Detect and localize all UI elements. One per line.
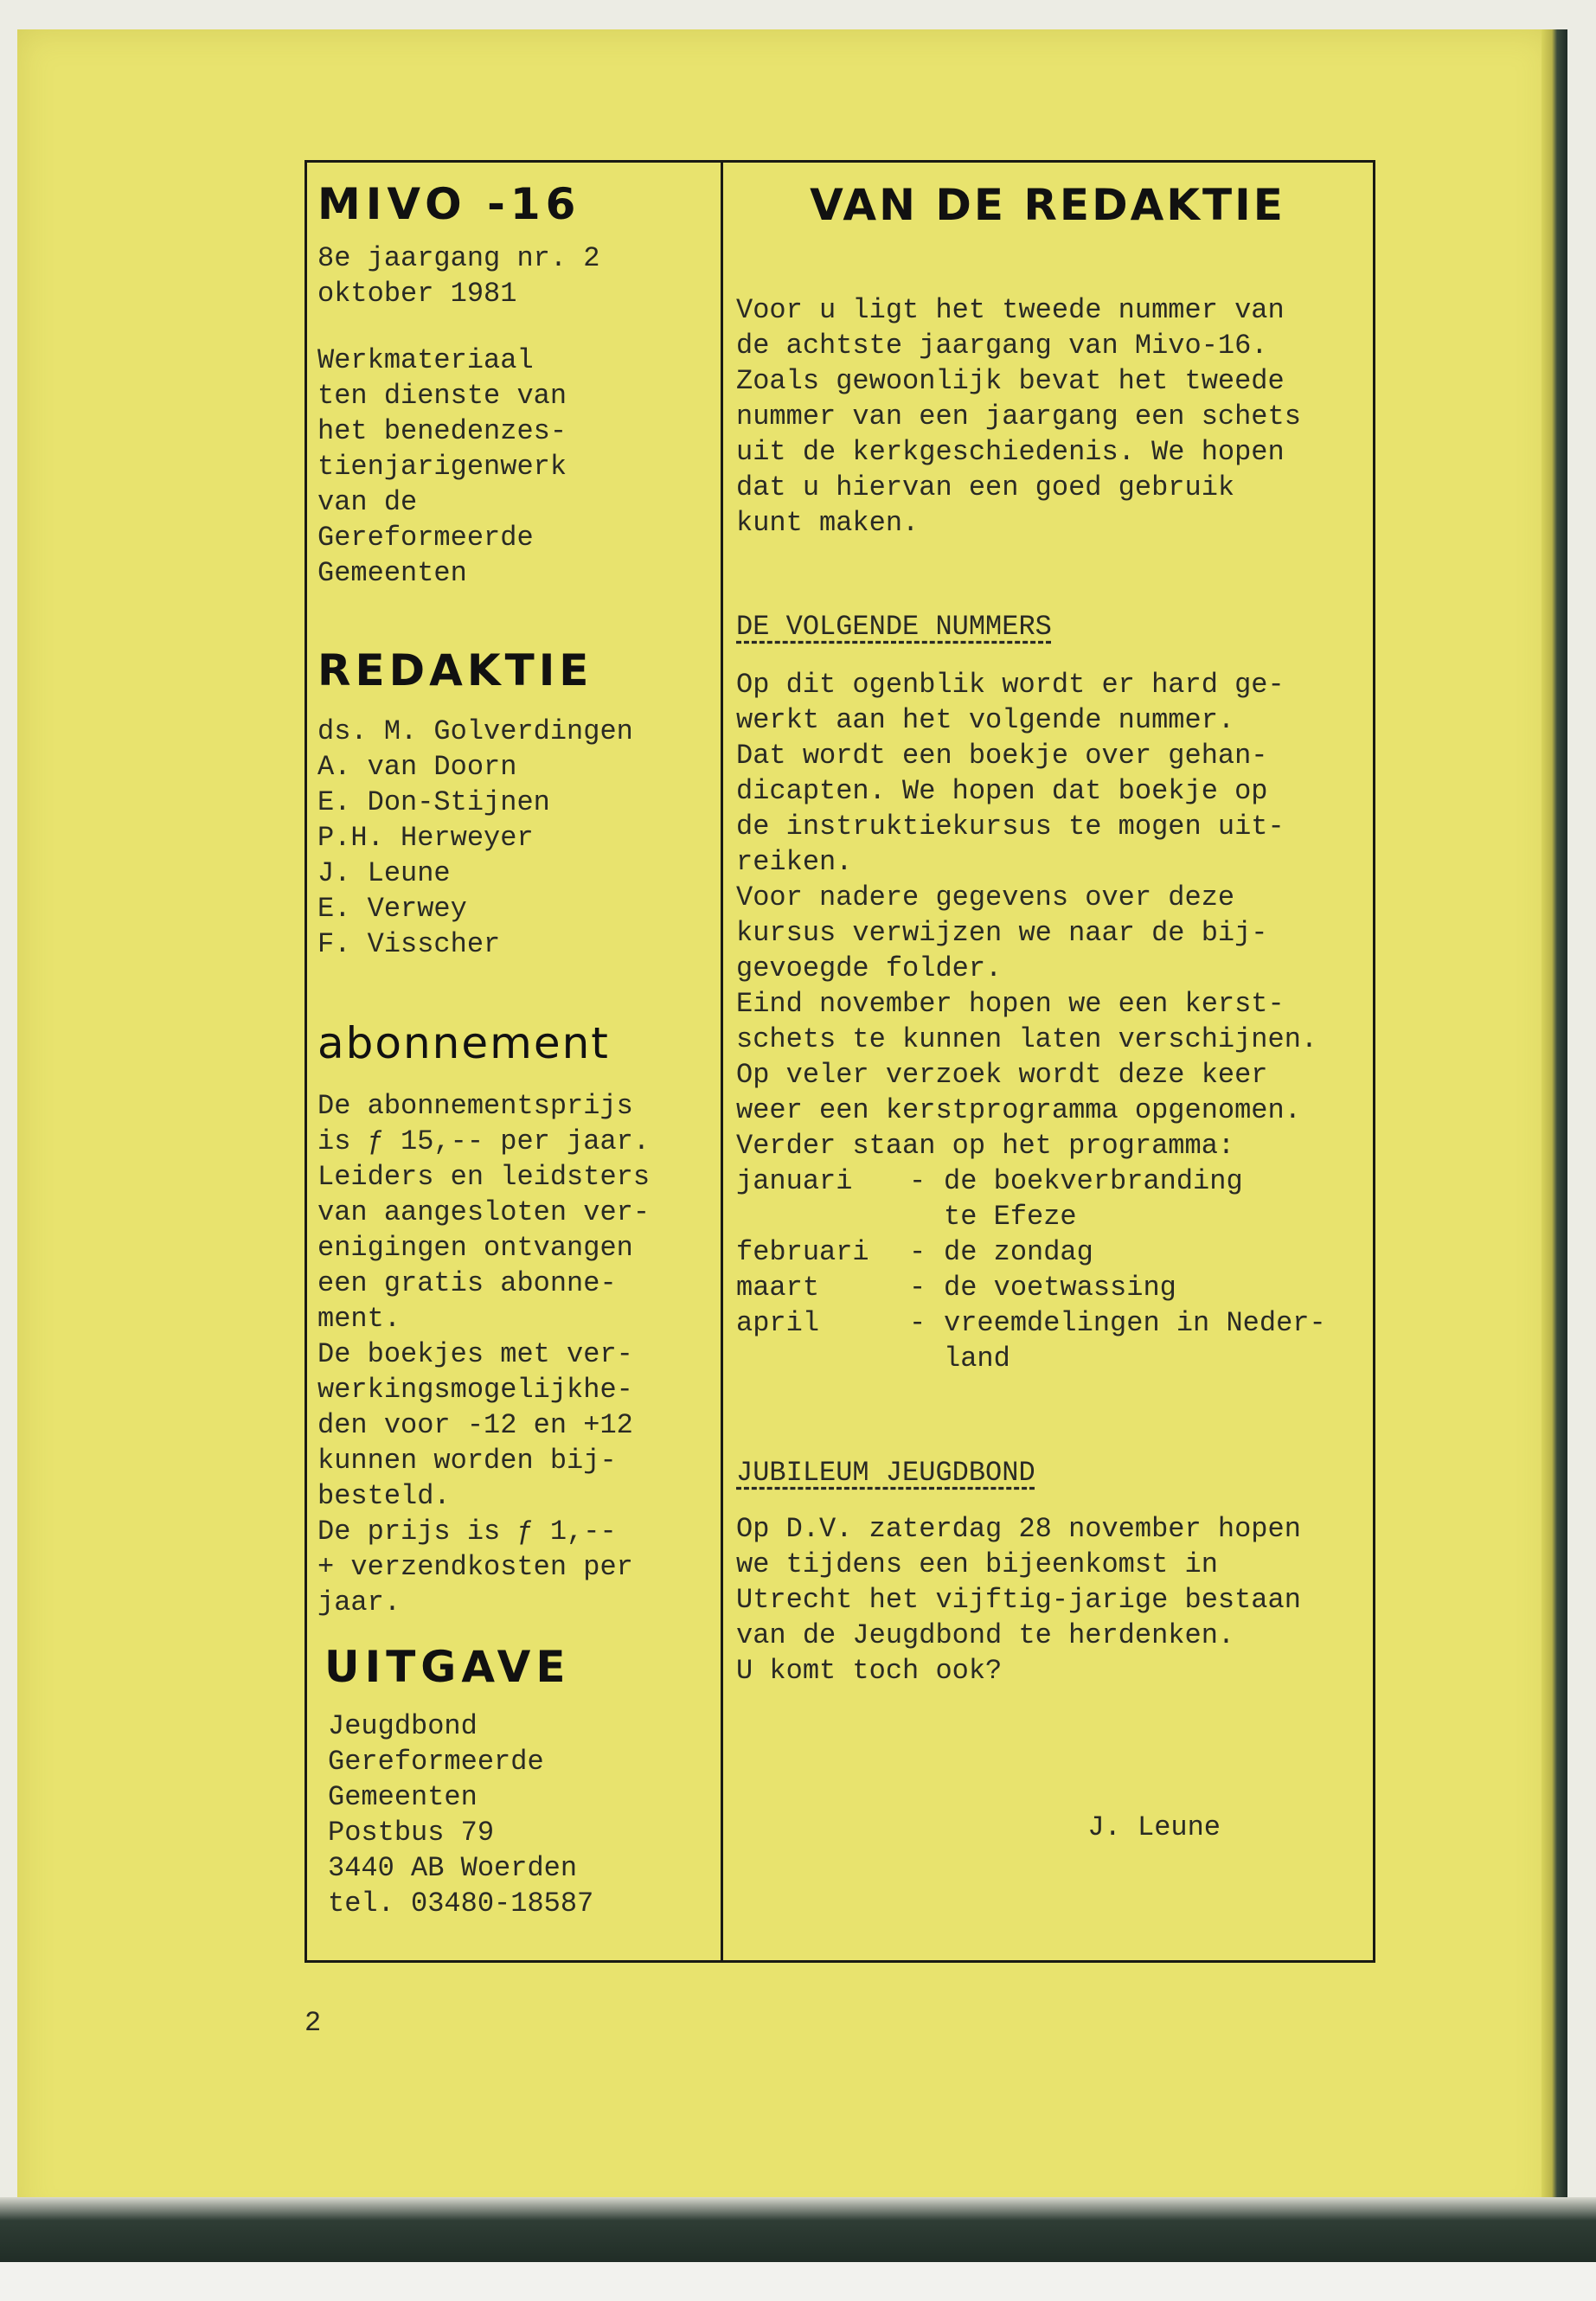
abonnement-heading: abonnement [317, 1018, 610, 1068]
scan-margin [0, 2262, 1596, 2301]
schedule-month: januari [736, 1165, 853, 1197]
abonnement-text: De abonnementsprijs is ƒ 15,-- per jaar. Leiders en leidsters van aangesloten ver- enigingen ontvangen een gratis abonne- ment. De boekjes met ver- werkingsmogelijkhe- den voor -12 en +12 kunnen worden bij- besteld. De prijs is ƒ 1,-- + verzendkosten per jaar. [317, 1090, 651, 1618]
schedule-dash: - [909, 1272, 926, 1304]
redaktie-members: ds. M. Golverdingen A. van Doorn E. Don-Stijnen P.H. Herweyer J. Leune E. Verwey F. Visscher [317, 715, 633, 960]
colophon-column [317, 178, 717, 1921]
section-text-next-issues: Op dit ogenblik wordt er hard ge- werkt aan het volgende nummer. Dat wordt een boekje over gehan- dicapten. We hopen dat boekje op de instruktiekursus te mogen uit- reiken. Voor nadere gegevens over deze kursus verwijzen we naar de bij- gevoegde folder. Eind november hopen we een kerst- schets te kunnen laten verschijnen. Op veler verzoek wordt deze keer weer een kerstprogramma opgenomen. Verder staan op het programma: [736, 669, 1318, 1162]
schedule-dash: - [909, 1307, 926, 1339]
section-heading-jubileum: JUBILEUM JEUGDBOND [736, 1457, 1035, 1489]
section-heading-next-issues: DE VOLGENDE NUMMERS [736, 611, 1052, 643]
schedule-month: april [736, 1307, 820, 1339]
schedule-topic: de boekverbranding te Efeze [944, 1165, 1243, 1233]
content-frame [304, 160, 1375, 1963]
schedule-topic: de zondag [944, 1236, 1093, 1268]
section-text-jubileum: Op D.V. zaterdag 28 november hopen we tijdens een bijeenkomst in Utrecht het vijftig-jarige bestaan van de Jeugdbond te herdenken. U komt toch ook? [736, 1513, 1301, 1687]
uitgave-heading: UITGAVE [324, 1642, 571, 1692]
editorial-intro: Voor u ligt het tweede nummer van de achtste jaargang van Mivo-16. Zoals gewoonlijk bevat het tweede nummer van een jaargang een schets uit de kerkgeschiedenis. We hopen dat u hiervan een goed gebruik kunt maken. [736, 294, 1301, 539]
signature: J. Leune [1087, 1811, 1221, 1843]
schedule-dash: - [909, 1236, 926, 1268]
schedule-month: februari [736, 1236, 869, 1268]
program-schedule [736, 1163, 1359, 1376]
schedule-topic: vreemdelingen in Neder- land [944, 1307, 1326, 1375]
redaktie-heading: REDAKTIE [317, 645, 593, 695]
editorial-title: VAN DE REDAKTIE [810, 180, 1285, 230]
issue-info: 8e jaargang nr. 2 oktober 1981 [317, 242, 600, 310]
schedule-topic: de voetwassing [944, 1272, 1176, 1304]
magazine-title: MIVO -16 [317, 179, 581, 229]
editorial-column [736, 178, 1359, 1873]
schedule-month: maart [736, 1272, 820, 1304]
binding-edge [1542, 29, 1567, 2227]
description: Werkmateriaal ten dienste van het benedenzes- tienjarigenwerk van de Gereformeerde Gemeenten [317, 344, 567, 589]
page-number: 2 [304, 2007, 322, 2039]
schedule-dash: - [909, 1165, 926, 1197]
column-divider [721, 163, 723, 1960]
uitgave-address: Jeugdbond Gereformeerde Gemeenten Postbus 79 3440 AB Woerden tel. 03480-18587 [328, 1710, 594, 1920]
